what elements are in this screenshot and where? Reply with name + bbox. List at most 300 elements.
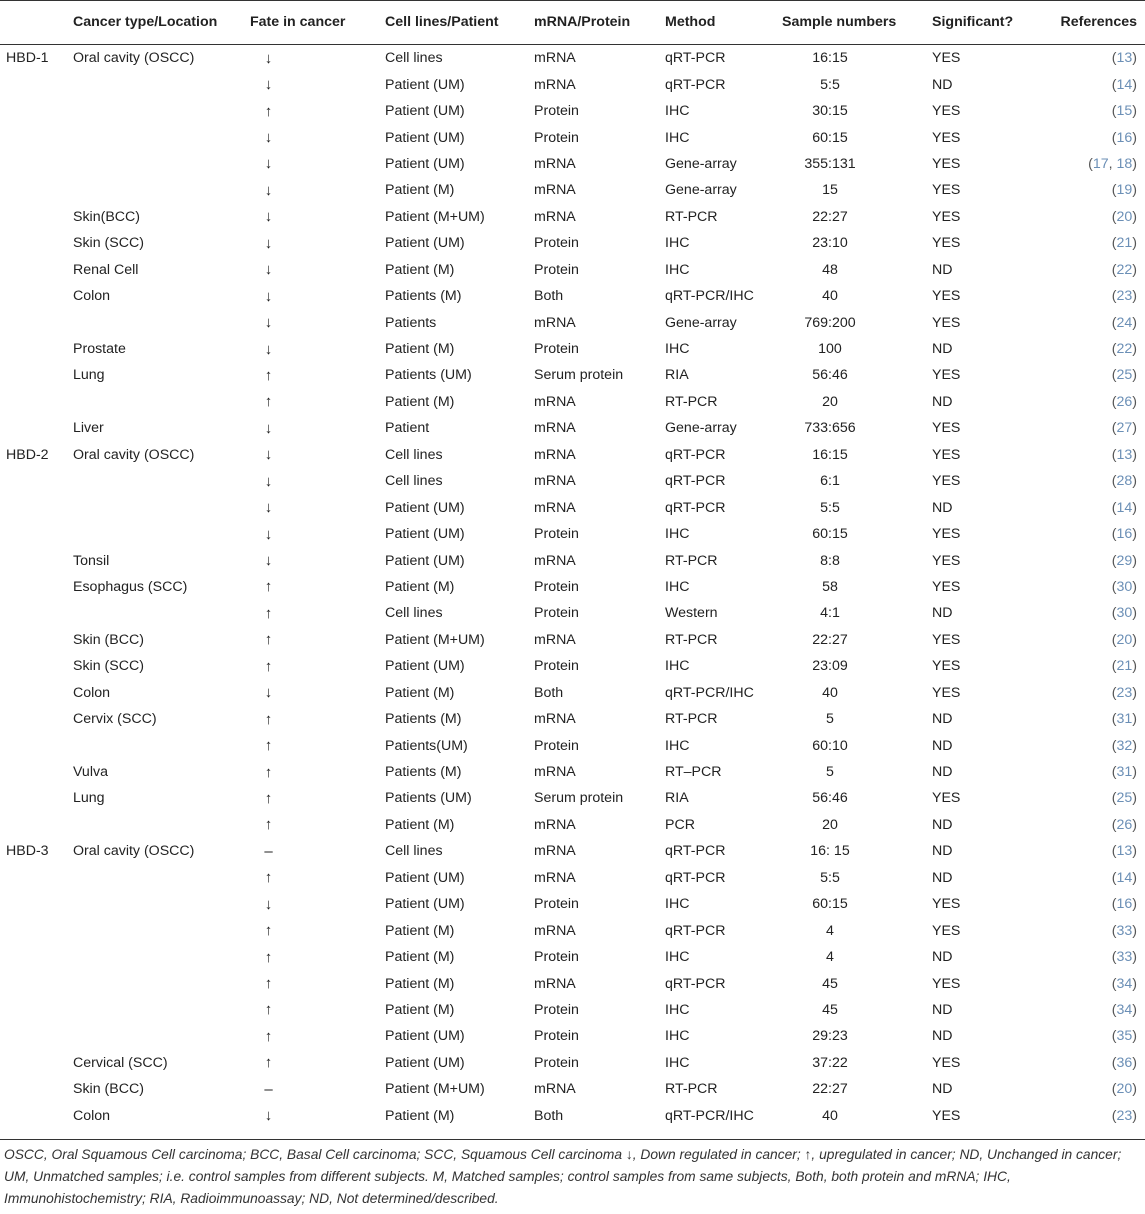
fate-cell: ↑ — [264, 869, 273, 887]
method-cell: qRT-PCR/IHC — [665, 288, 754, 305]
references-cell: (30) — [1111, 578, 1137, 595]
cell-lines-cell: Patient (M) — [385, 261, 455, 278]
cell-lines-cell: Patient (M) — [385, 684, 455, 701]
reference-link[interactable]: 14 — [1116, 869, 1133, 886]
references-cell: (29) — [1111, 552, 1137, 569]
table-row — [0, 547, 1145, 573]
reference-link[interactable]: 30 — [1116, 605, 1133, 622]
method-cell: RT-PCR — [665, 208, 718, 225]
fate-cell: ↑ — [264, 1001, 273, 1019]
fate-cell: ↑ — [264, 657, 273, 675]
reference-link[interactable]: 31 — [1116, 764, 1133, 781]
cancer-type-cell: Cervical (SCC) — [73, 1054, 168, 1071]
cell-lines-cell: Patient (M) — [385, 578, 455, 595]
fate-cell: ↓ — [264, 446, 273, 464]
mrna-protein-cell: mRNA — [534, 182, 576, 199]
fate-cell: ↑ — [264, 816, 273, 834]
method-cell: IHC — [665, 737, 690, 754]
significant-cell: ND — [932, 816, 953, 833]
significant-cell: ND — [932, 843, 953, 860]
cell-lines-cell: Patient (M) — [385, 393, 455, 410]
gene-cell — [0, 1103, 70, 1129]
method-cell: IHC — [665, 1054, 690, 1071]
cancer-type-cell — [70, 600, 248, 626]
cell-lines-cell: Patient (UM) — [385, 1054, 465, 1071]
reference-link[interactable]: 20 — [1116, 208, 1133, 225]
method-cell: RT-PCR — [665, 393, 718, 410]
mrna-protein-cell: Protein — [534, 235, 579, 252]
method-cell: qRT-PCR — [665, 76, 726, 93]
cell-lines-cell: Cell lines — [385, 446, 443, 463]
sample-numbers-cell: 40 — [822, 684, 838, 701]
references-cell: (20) — [1111, 631, 1137, 648]
significant-cell: ND — [932, 261, 953, 278]
table-row — [0, 574, 1145, 600]
cancer-type-cell — [70, 1023, 248, 1049]
table-row — [0, 204, 1145, 230]
method-cell: IHC — [665, 261, 690, 278]
reference-link[interactable]: 21 — [1116, 658, 1133, 675]
gene-cell — [0, 970, 70, 996]
references-cell: (33) — [1111, 922, 1137, 939]
significant-cell: YES — [932, 631, 961, 648]
reference-link[interactable]: 33 — [1116, 922, 1133, 939]
reference-link[interactable]: 20 — [1116, 1081, 1133, 1098]
mrna-protein-cell: mRNA — [534, 922, 576, 939]
significant-cell: YES — [932, 235, 961, 252]
reference-link[interactable]: 36 — [1116, 1054, 1133, 1071]
cell-lines-cell: Patients (M) — [385, 288, 462, 305]
reference-link[interactable]: 25 — [1116, 367, 1133, 384]
header-significant: Significant? — [932, 0, 1046, 45]
sample-numbers-cell: 22:27 — [812, 208, 848, 225]
significant-cell: YES — [932, 288, 961, 305]
method-cell: RIA — [665, 790, 689, 807]
reference-link[interactable]: 16 — [1116, 896, 1133, 913]
method-cell: IHC — [665, 578, 690, 595]
table-row — [0, 785, 1145, 811]
gene-cell — [0, 309, 70, 335]
sample-numbers-cell: 23:09 — [812, 658, 848, 675]
mrna-protein-cell: mRNA — [534, 76, 576, 93]
fate-cell: ↓ — [264, 129, 273, 147]
cancer-type-cell: Skin (BCC) — [73, 1081, 144, 1098]
mrna-protein-cell: Protein — [534, 605, 579, 622]
cancer-type-cell: Colon — [73, 684, 111, 701]
cell-lines-cell: Cell lines — [385, 50, 443, 67]
references-cell: (36) — [1111, 1054, 1137, 1071]
mrna-protein-cell: mRNA — [534, 446, 576, 463]
reference-link[interactable]: 33 — [1116, 949, 1133, 966]
fate-cell: ↑ — [264, 1054, 273, 1072]
references-cell: (34) — [1111, 1001, 1137, 1018]
header-sample-numbers: Sample numbers — [782, 0, 932, 45]
cancer-type-cell: Skin (SCC) — [73, 658, 144, 675]
references-cell: (24) — [1111, 314, 1137, 331]
significant-cell: ND — [932, 1028, 953, 1045]
table-row — [0, 415, 1145, 441]
gene-cell — [0, 891, 70, 917]
method-cell: qRT-PCR — [665, 499, 726, 516]
mrna-protein-cell: mRNA — [534, 764, 576, 781]
sample-numbers-cell: 5:5 — [820, 499, 840, 516]
fate-cell: ↓ — [264, 208, 273, 226]
cancer-type-cell — [70, 389, 248, 415]
mrna-protein-cell: Protein — [534, 261, 579, 278]
significant-cell: YES — [932, 658, 961, 675]
method-cell: RT-PCR — [665, 631, 718, 648]
table-row — [0, 230, 1145, 256]
gene-cell — [0, 997, 70, 1023]
significant-cell: ND — [932, 393, 953, 410]
gene-cell — [0, 547, 70, 573]
sample-numbers-cell: 23:10 — [812, 235, 848, 252]
method-cell: Gene-array — [665, 314, 737, 331]
mrna-protein-cell: mRNA — [534, 816, 576, 833]
method-cell: Gene-array — [665, 420, 737, 437]
references-cell: (23) — [1111, 684, 1137, 701]
reference-link[interactable]: 30 — [1116, 578, 1133, 595]
references-cell: (30) — [1111, 605, 1137, 622]
references-cell: (33) — [1111, 949, 1137, 966]
cancer-type-cell: Oral cavity (OSCC) — [73, 843, 195, 860]
reference-link[interactable]: 19 — [1116, 182, 1133, 199]
gene-cell: HBD-2 — [6, 446, 49, 463]
sample-numbers-cell: 355:131 — [804, 155, 856, 172]
mrna-protein-cell: mRNA — [534, 473, 576, 490]
sample-numbers-cell: 37:22 — [812, 1054, 848, 1071]
significant-cell: YES — [932, 446, 961, 463]
sample-numbers-cell: 56:46 — [812, 367, 848, 384]
gene-cell — [0, 1076, 70, 1102]
references-cell: (14) — [1111, 869, 1137, 886]
mrna-protein-cell: mRNA — [534, 843, 576, 860]
mrna-protein-cell: Protein — [534, 896, 579, 913]
gene-cell — [0, 732, 70, 758]
reference-link[interactable]: 13 — [1116, 843, 1133, 860]
significant-cell: ND — [932, 737, 953, 754]
significant-cell: YES — [932, 526, 961, 543]
significant-cell: ND — [932, 1001, 953, 1018]
reference-link[interactable]: 14 — [1116, 76, 1133, 93]
header-row — [0, 0, 1145, 45]
table-row — [0, 362, 1145, 388]
table-row — [0, 521, 1145, 547]
references-cell: (17, 18) — [1088, 155, 1137, 172]
fate-cell: ↑ — [264, 102, 273, 120]
gene-cell — [0, 177, 70, 203]
mrna-protein-cell: mRNA — [534, 975, 576, 992]
reference-link[interactable]: 13 — [1116, 446, 1133, 463]
mrna-protein-cell: Protein — [534, 341, 579, 358]
sample-numbers-cell: 29:23 — [812, 1028, 848, 1045]
gene-cell — [0, 680, 70, 706]
references-cell: (21) — [1111, 235, 1137, 252]
references-cell: (21) — [1111, 658, 1137, 675]
table-row — [0, 124, 1145, 150]
references-cell: (25) — [1111, 367, 1137, 384]
reference-link[interactable]: 26 — [1116, 816, 1133, 833]
cancer-type-cell — [70, 917, 248, 943]
reference-link[interactable]: 14 — [1116, 499, 1133, 516]
reference-link[interactable]: 28 — [1116, 473, 1133, 490]
table-row — [0, 944, 1145, 970]
header-references: References — [1046, 0, 1145, 45]
significant-cell: YES — [932, 684, 961, 701]
gene-cell — [0, 71, 70, 97]
method-cell: qRT-PCR — [665, 446, 726, 463]
sample-numbers-cell: 733:656 — [804, 420, 856, 437]
method-cell: IHC — [665, 949, 690, 966]
cell-lines-cell: Patients(UM) — [385, 737, 468, 754]
sample-numbers-cell: 16:15 — [812, 446, 848, 463]
cell-lines-cell: Cell lines — [385, 605, 443, 622]
gene-cell — [0, 653, 70, 679]
method-cell: IHC — [665, 1028, 690, 1045]
table-row — [0, 71, 1145, 97]
table-row — [0, 257, 1145, 283]
table-row — [0, 891, 1145, 917]
mrna-protein-cell: Protein — [534, 103, 579, 120]
method-cell: Gene-array — [665, 182, 737, 199]
reference-link[interactable]: 20 — [1116, 631, 1133, 648]
references-cell: (16) — [1111, 526, 1137, 543]
cell-lines-cell: Patient (M) — [385, 341, 455, 358]
method-cell: qRT-PCR — [665, 975, 726, 992]
references-cell: (20) — [1111, 1081, 1137, 1098]
fate-cell: ↑ — [264, 763, 273, 781]
reference-link[interactable]: 31 — [1116, 711, 1133, 728]
reference-link[interactable]: 15 — [1116, 103, 1133, 120]
cell-lines-cell: Patients (UM) — [385, 790, 472, 807]
method-cell: IHC — [665, 658, 690, 675]
references-cell: (20) — [1111, 208, 1137, 225]
reference-link[interactable]: 16 — [1116, 129, 1133, 146]
mrna-protein-cell: mRNA — [534, 155, 576, 172]
significant-cell: ND — [932, 711, 953, 728]
method-cell: IHC — [665, 896, 690, 913]
significant-cell: YES — [932, 367, 961, 384]
cell-lines-cell: Patient (M+UM) — [385, 208, 485, 225]
gene-cell — [0, 1050, 70, 1076]
reference-link[interactable]: 34 — [1116, 975, 1133, 992]
sample-numbers-cell: 769:200 — [804, 314, 856, 331]
cancer-type-cell: Lung — [73, 790, 105, 807]
method-cell: qRT-PCR — [665, 50, 726, 67]
table-row — [0, 627, 1145, 653]
significant-cell: YES — [932, 314, 961, 331]
mrna-protein-cell: Protein — [534, 737, 579, 754]
fate-cell: ↓ — [264, 181, 273, 199]
significant-cell: YES — [932, 1107, 961, 1124]
significant-cell: ND — [932, 764, 953, 781]
significant-cell: YES — [932, 155, 961, 172]
cancer-type-cell: Lung — [73, 367, 105, 384]
significant-cell: YES — [932, 420, 961, 437]
sample-numbers-cell: 22:27 — [812, 1081, 848, 1098]
method-cell: RIA — [665, 367, 689, 384]
references-cell: (31) — [1111, 764, 1137, 781]
header-method: Method — [665, 0, 782, 45]
cell-lines-cell: Patient (UM) — [385, 869, 465, 886]
table-row — [0, 1103, 1145, 1129]
cancer-type-cell: Prostate — [73, 341, 126, 358]
cancer-type-cell: Vulva — [73, 764, 108, 781]
table-row — [0, 997, 1145, 1023]
sample-numbers-cell: 5:5 — [820, 76, 840, 93]
sample-numbers-cell: 4 — [826, 922, 834, 939]
cancer-type-cell — [70, 970, 248, 996]
reference-link[interactable]: 26 — [1116, 393, 1133, 410]
reference-link[interactable]: 34 — [1116, 1001, 1133, 1018]
reference-link[interactable]: 32 — [1116, 737, 1133, 754]
cancer-type-cell: Skin (BCC) — [73, 631, 144, 648]
references-cell: (14) — [1111, 76, 1137, 93]
mrna-protein-cell: mRNA — [534, 552, 576, 569]
mrna-protein-cell: mRNA — [534, 420, 576, 437]
mrna-protein-cell: Both — [534, 288, 564, 305]
table-row — [0, 865, 1145, 891]
reference-link[interactable]: 23 — [1116, 1107, 1133, 1124]
sample-numbers-cell: 48 — [822, 261, 838, 278]
sample-numbers-cell: 40 — [822, 1107, 838, 1124]
fate-cell: ↓ — [264, 552, 273, 570]
significant-cell: YES — [932, 896, 961, 913]
table-row — [0, 1076, 1145, 1102]
gene-cell — [0, 574, 70, 600]
method-cell: PCR — [665, 816, 695, 833]
references-cell: (26) — [1111, 816, 1137, 833]
reference-link[interactable]: 22 — [1116, 261, 1133, 278]
mrna-protein-cell: Serum protein — [534, 790, 624, 807]
reference-link[interactable]: 29 — [1116, 552, 1133, 569]
sample-numbers-cell: 16:15 — [812, 50, 848, 67]
cell-lines-cell: Patient (UM) — [385, 103, 465, 120]
significant-cell: ND — [932, 499, 953, 516]
sample-numbers-cell: 60:15 — [812, 129, 848, 146]
references-cell: (16) — [1111, 896, 1137, 913]
references-cell: (31) — [1111, 711, 1137, 728]
cell-lines-cell: Patient (M) — [385, 1001, 455, 1018]
cell-lines-cell: Patient (M) — [385, 1107, 455, 1124]
mrna-protein-cell: Both — [534, 684, 564, 701]
significant-cell: YES — [932, 578, 961, 595]
cancer-type-cell — [70, 151, 248, 177]
reference-link[interactable]: 16 — [1116, 526, 1133, 543]
references-cell: (22) — [1111, 261, 1137, 278]
method-cell: IHC — [665, 341, 690, 358]
sample-numbers-cell: 22:27 — [812, 631, 848, 648]
cell-lines-cell: Patient (UM) — [385, 896, 465, 913]
sample-numbers-cell: 16: 15 — [810, 843, 850, 860]
cell-lines-cell: Patient (UM) — [385, 129, 465, 146]
cell-lines-cell: Patient (M) — [385, 949, 455, 966]
reference-link[interactable]: 25 — [1116, 790, 1133, 807]
mrna-protein-cell: Protein — [534, 129, 579, 146]
references-cell: (28) — [1111, 473, 1137, 490]
significant-cell: YES — [932, 103, 961, 120]
method-cell: RT–PCR — [665, 764, 722, 781]
mrna-protein-cell: mRNA — [534, 499, 576, 516]
method-cell: qRT-PCR/IHC — [665, 1107, 754, 1124]
method-cell: Western — [665, 605, 718, 622]
reference-link[interactable]: 22 — [1116, 341, 1133, 358]
gene-cell — [0, 917, 70, 943]
gene-cell — [0, 336, 70, 362]
fate-cell: ↓ — [264, 525, 273, 543]
cell-lines-cell: Patient (M+UM) — [385, 631, 485, 648]
fate-cell: ↑ — [264, 1027, 273, 1045]
reference-link[interactable]: 23 — [1116, 684, 1133, 701]
significant-cell: YES — [932, 129, 961, 146]
cancer-type-cell: Skin (SCC) — [73, 235, 144, 252]
reference-link[interactable]: 24 — [1116, 314, 1133, 331]
reference-link[interactable]: 27 — [1116, 420, 1133, 437]
reference-link[interactable]: 21 — [1116, 235, 1133, 252]
cancer-type-cell — [70, 468, 248, 494]
fate-cell: ↓ — [264, 1107, 273, 1125]
fate-cell: ↓ — [264, 472, 273, 490]
table-row — [0, 706, 1145, 732]
references-cell: (35) — [1111, 1028, 1137, 1045]
significant-cell: YES — [932, 473, 961, 490]
table-row — [0, 732, 1145, 758]
method-cell: RT-PCR — [665, 711, 718, 728]
sample-numbers-cell: 4 — [826, 949, 834, 966]
references-cell: (15) — [1111, 103, 1137, 120]
significant-cell: YES — [932, 790, 961, 807]
table-row — [0, 917, 1145, 943]
cell-lines-cell: Patient (UM) — [385, 155, 465, 172]
fate-cell: ↑ — [264, 631, 273, 649]
sample-numbers-cell: 6:1 — [820, 473, 840, 490]
reference-link[interactable]: 17 — [1092, 155, 1109, 172]
gene-cell — [0, 521, 70, 547]
references-cell: (16) — [1111, 129, 1137, 146]
cell-lines-cell: Patient (M) — [385, 182, 455, 199]
cancer-type-cell — [70, 997, 248, 1023]
method-cell: IHC — [665, 129, 690, 146]
table-row — [0, 468, 1145, 494]
cancer-type-cell — [70, 309, 248, 335]
cell-lines-cell: Patient (M) — [385, 816, 455, 833]
references-cell: (25) — [1111, 790, 1137, 807]
table-row — [0, 177, 1145, 203]
reference-link[interactable]: 23 — [1116, 288, 1133, 305]
gene-cell: HBD-3 — [6, 843, 49, 860]
fate-cell: ↑ — [264, 578, 273, 596]
table-row — [0, 151, 1145, 177]
cancer-type-cell: Cervix (SCC) — [73, 711, 157, 728]
cell-lines-cell: Patient (UM) — [385, 526, 465, 543]
gene-cell — [0, 627, 70, 653]
sample-numbers-cell: 45 — [822, 975, 838, 992]
table-row — [0, 283, 1145, 309]
cancer-type-cell — [70, 812, 248, 838]
sample-numbers-cell: 60:15 — [812, 526, 848, 543]
gene-cell — [0, 362, 70, 388]
cell-lines-cell: Patient (UM) — [385, 1028, 465, 1045]
cancer-type-cell — [70, 944, 248, 970]
gene-cell — [0, 812, 70, 838]
reference-link[interactable]: 18 — [1116, 155, 1133, 172]
reference-link[interactable]: 13 — [1116, 50, 1133, 67]
cell-lines-cell: Patient — [385, 420, 430, 437]
gene-cell — [0, 759, 70, 785]
cell-lines-cell: Cell lines — [385, 473, 443, 490]
reference-link[interactable]: 35 — [1116, 1028, 1133, 1045]
fate-cell: ↓ — [264, 261, 273, 279]
